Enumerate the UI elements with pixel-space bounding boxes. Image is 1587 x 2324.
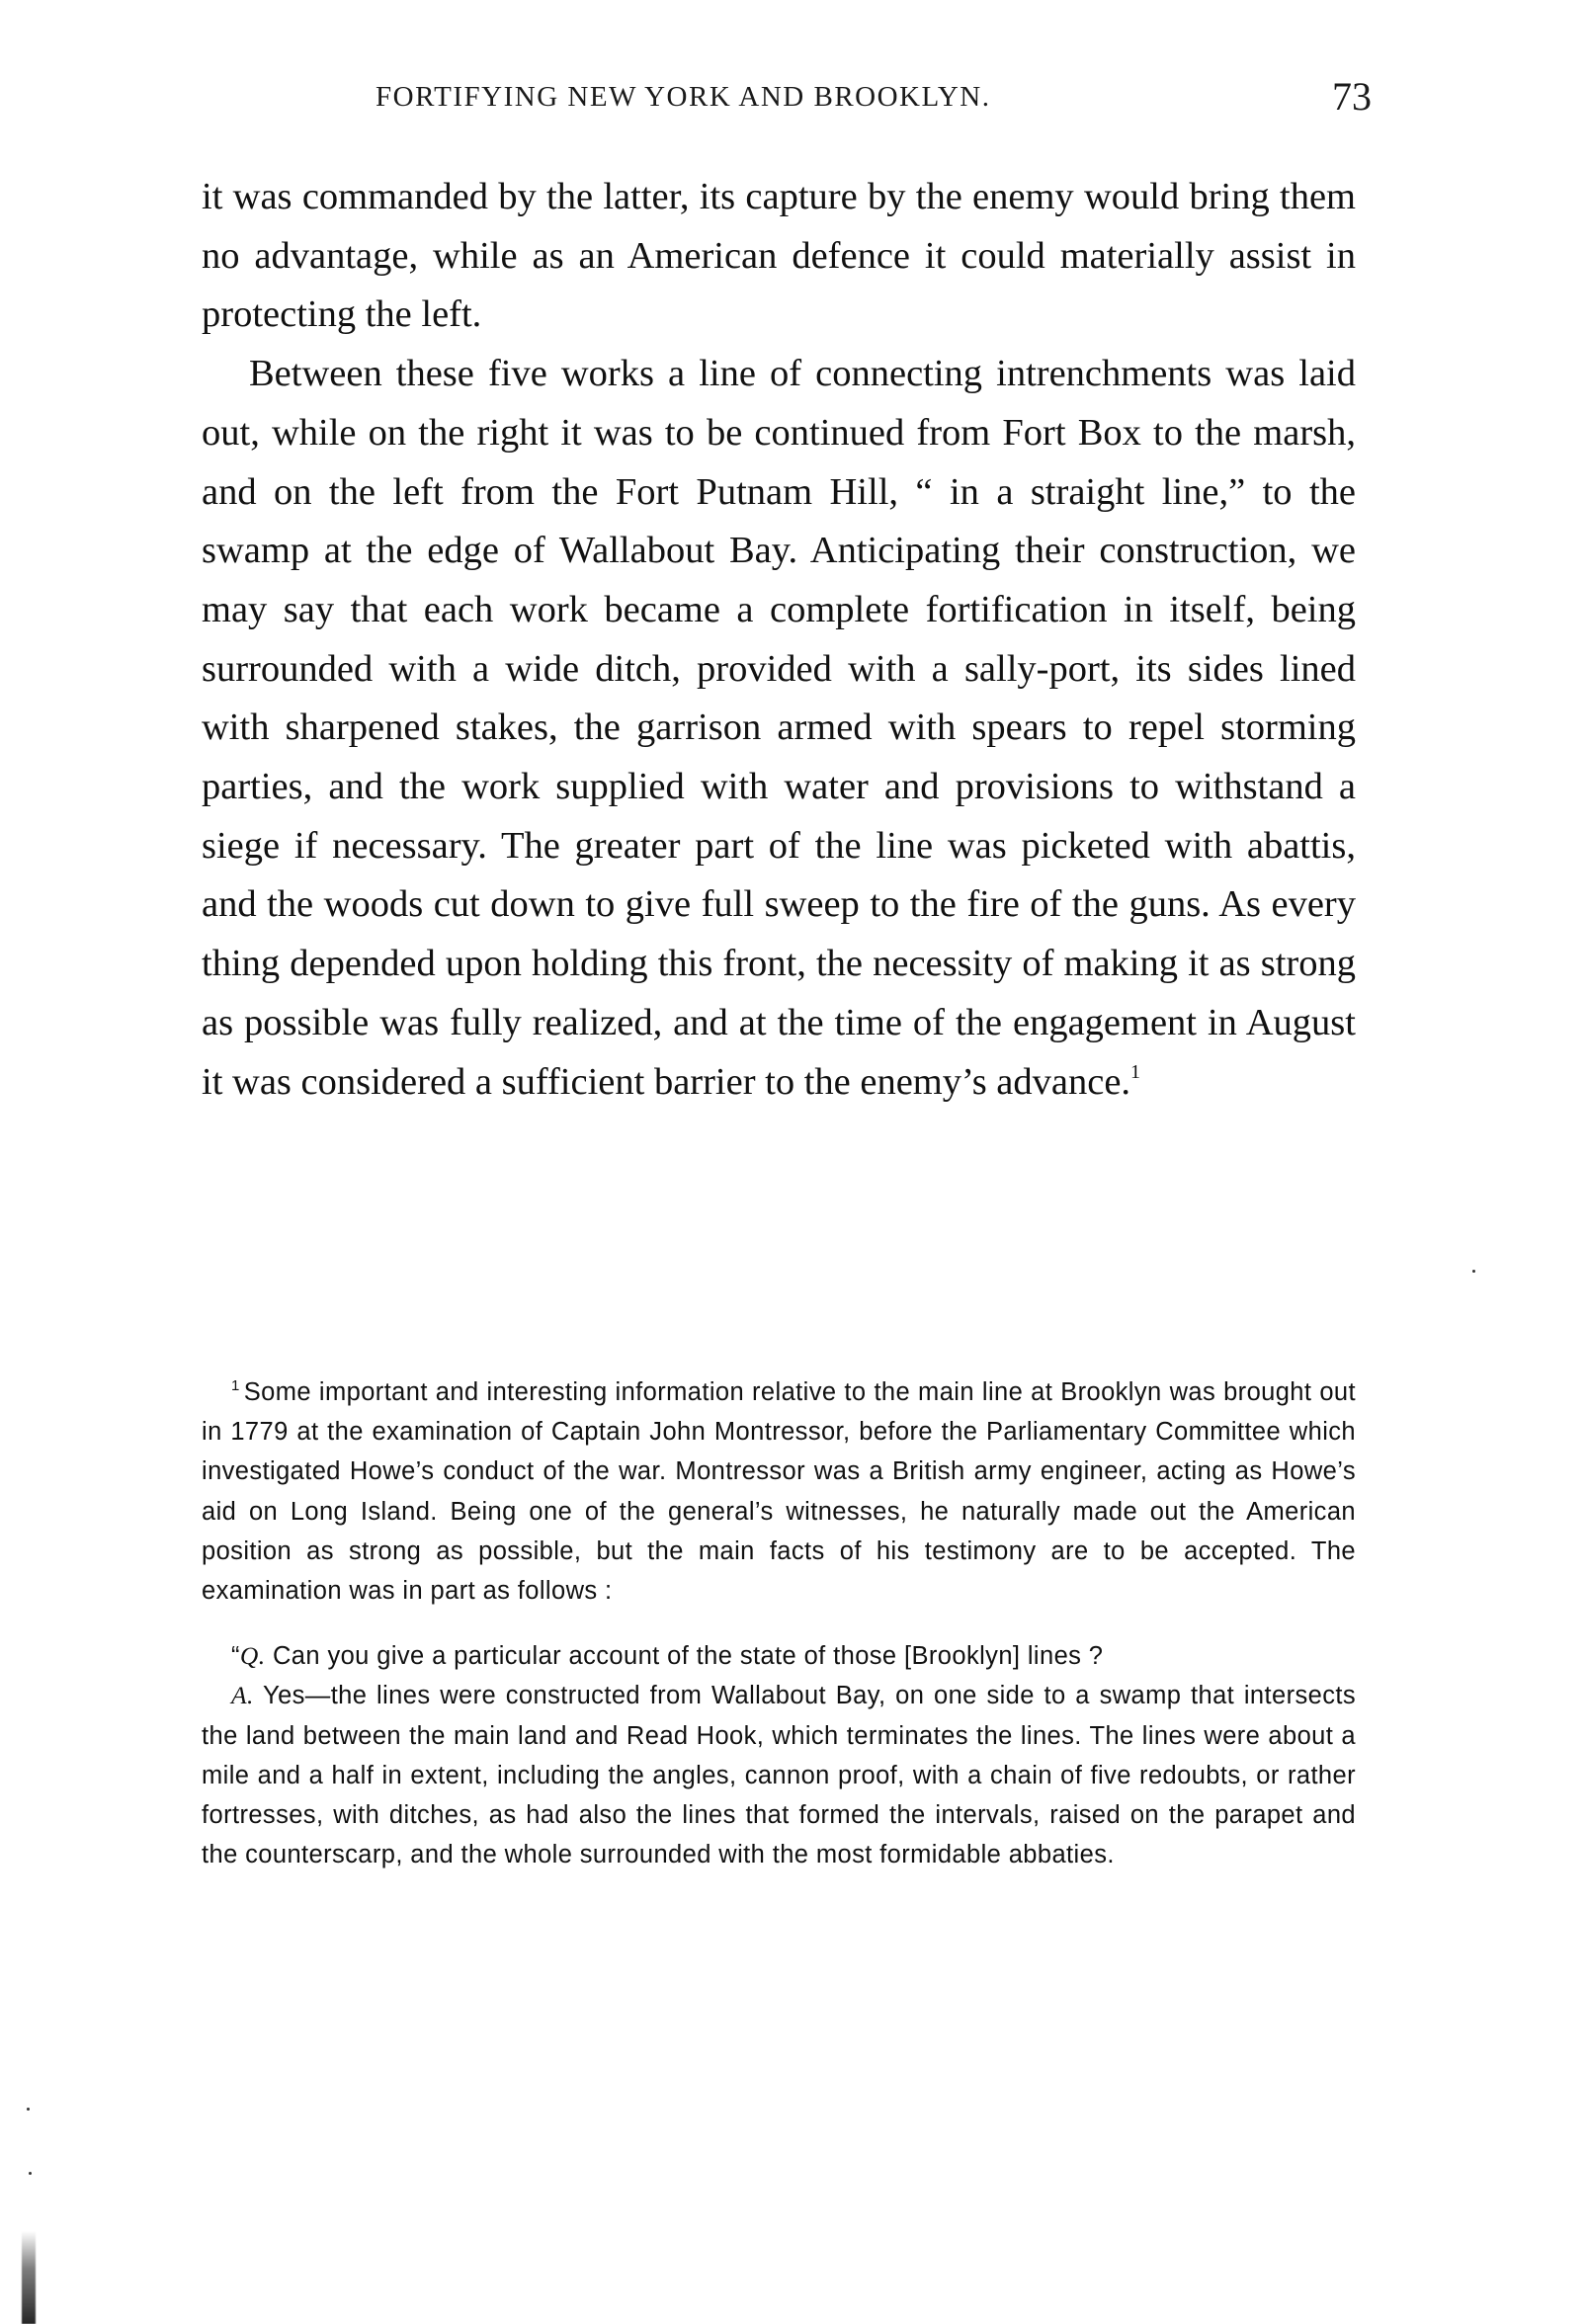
scan-speck [29,2172,32,2175]
question-label: Q. [239,1641,266,1671]
scan-speck [1472,1270,1475,1273]
footnote-1 [202,1372,1356,1611]
main-text [202,168,1356,1112]
open-quote: “ [231,1642,240,1671]
scan-edge-shadow [22,2231,36,2324]
answer-text: Yes—the lines were constructed from Wallabout Bay, on one side to a swamp that intersects the land between the main land and Read Hook, which terminates the lines. The lines were about a mile and a half in extent, including the angles, cannon proof, with a chain of five redoubts, or rather fortresses, with ditches, as had also the lines that formed the intervals, raised on the parapet and the counterscarp, and the whole surrounded with the most formidable abbaties. [202,1682,1356,1869]
page-number: 73 [1332,74,1372,119]
footnote-spacer [202,1611,1356,1636]
question-text: Can you give a particular account of the state of those [Brooklyn] lines ? [265,1642,1104,1671]
running-title: FORTIFYING NEW YORK AND BROOKLYN. [376,81,991,113]
paragraph-1: it was commanded by the latter, its capture by the enemy would bring them no advantage, while as an American defence it could materially assist in protecting the left. [202,176,1356,336]
testimony-answer [202,1676,1356,1874]
footnote-marker: 1 [231,1377,240,1394]
paragraph-2-text: Between these five works a line of connecting intrenchments was laid out, while on the right it was to be continued from Fort Box to the marsh, and on the left from the Fort Putnam Hill, “ in a straight line,” to the swamp at the edge of Wallabout Bay. Anticipating their construction, we may say that each work became a complete fortification in itself, being surrounded with a wide ditch, provided with a sally-port, its sides lined with sharpened stakes, the garrison armed with spears to repel storming parties, and the work supplied with water and provisions to withstand a siege if necessary. The greater part of the line was picketed with abattis, and the woods cut down to give full sweep to the fire of the guns. As every thing depended upon holding this front, the necessity of making it as strong as possible was fully realized, and at the time of the engagement in August it was considered a sufficient barrier to the enemy’s advance. [202,353,1356,1103]
paragraph-2 [202,345,1356,1112]
footnote-1-text: Some important and interesting information relative to the main line at Brooklyn was brought out in 1779 at the examination of Captain John Montressor, before the Parliamentary Committee which investigated Howe’s conduct of the war. Montressor was a British army engineer, acting as Howe’s aid on Long Island. Being one of the general’s witnesses, he naturally made out the American position as strong as possible, but the main facts of his testimony are to be accepted. The examination was in part as follows : [202,1378,1356,1606]
testimony-question [202,1636,1356,1676]
footnote-reference[interactable]: 1 [1130,1060,1141,1083]
scan-speck [27,2108,30,2111]
footnote-section [202,1372,1356,1874]
answer-label: A. [231,1681,254,1710]
